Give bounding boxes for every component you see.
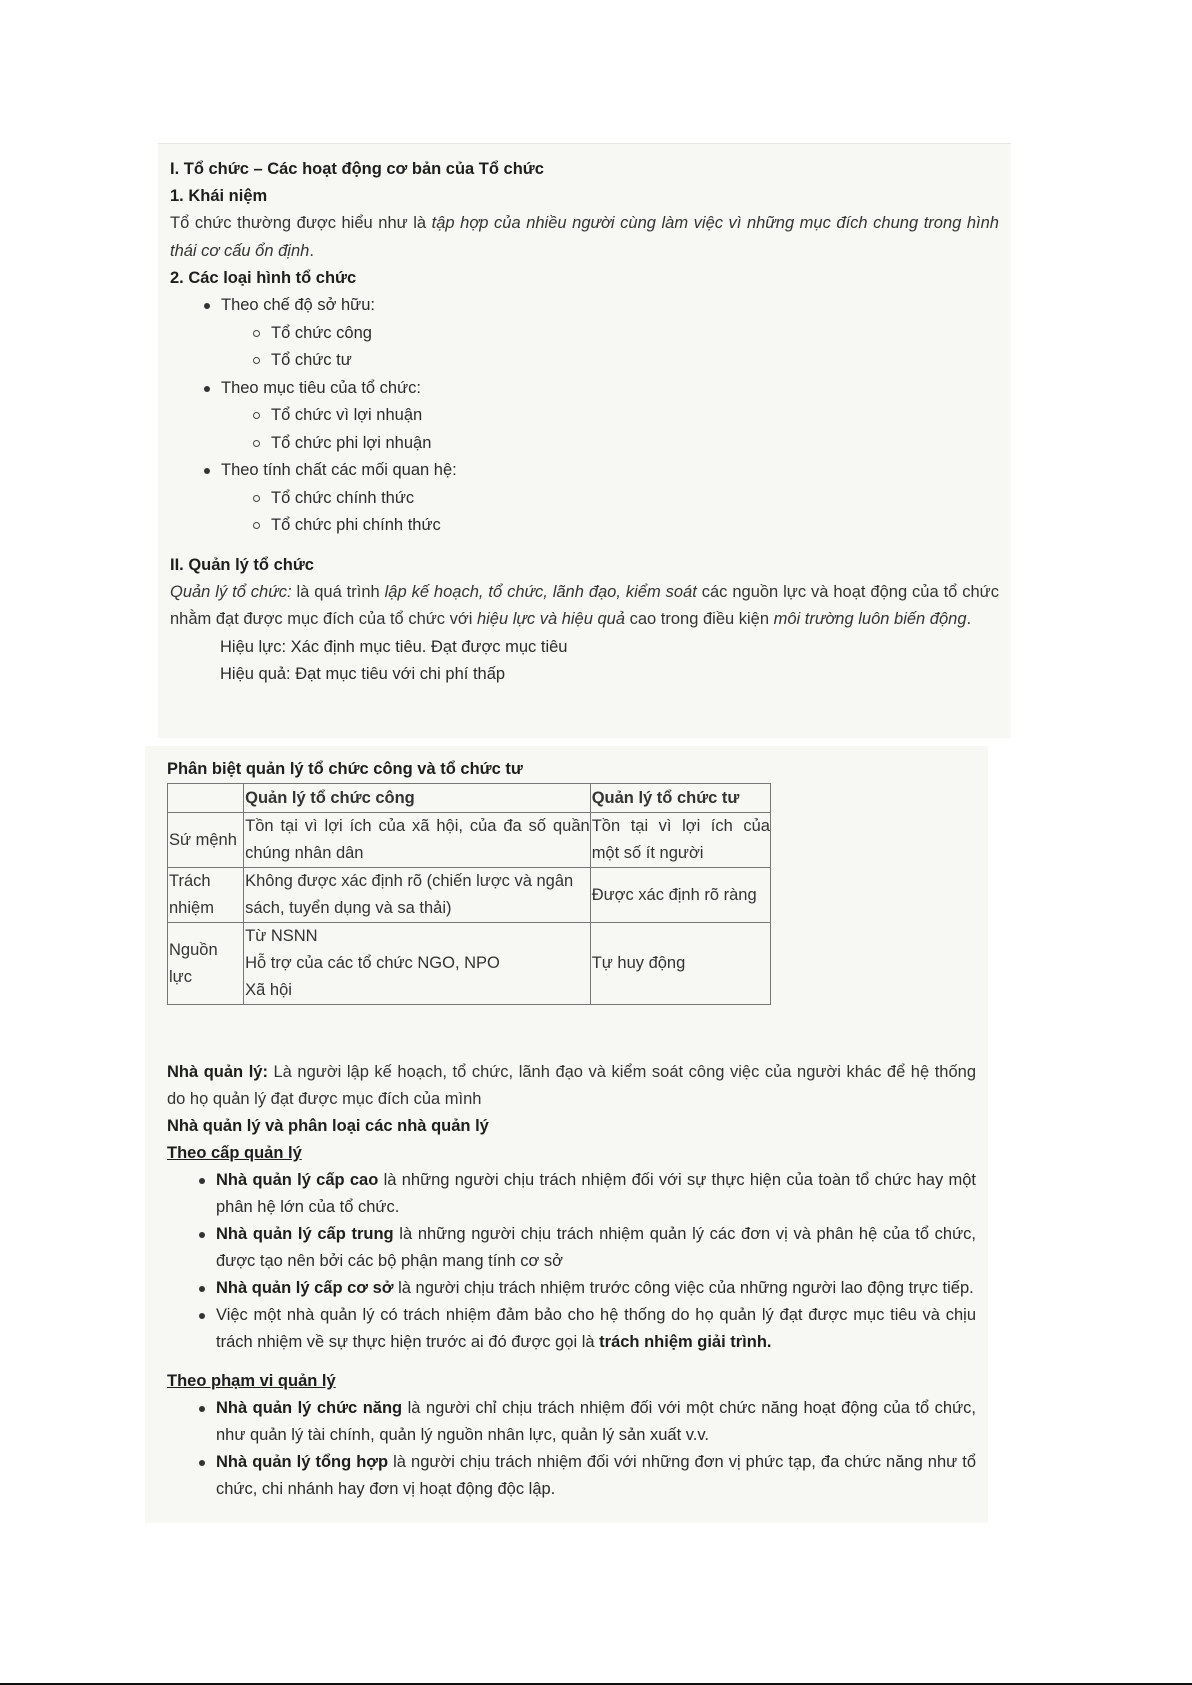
list-item: Tổ chức phi chính thức [253,512,999,540]
concept-heading: 1. Khái niệm [170,187,268,205]
list-item: Nhà quản lý cấp trung là những người chịu trách nhiệm quản lý các đơn vị và phân hệ của tổ chức, được tạo nên bởi các bộ phận mang tính cơ sở [199,1221,976,1275]
compare-table [167,783,771,1005]
table-header: Quản lý tổ chức công [244,784,591,813]
table-cell: Không được xác định rõ (chiến lược và ngân sách, tuyển dụng và sa thải) [244,868,591,923]
list-item: Tổ chức công [253,320,999,348]
concept-text: Tổ chức thường được hiểu như là tập hợp của nhiều người cùng làm việc vì những mục đích chung trong hình thái cơ cấu ổn định. [170,214,999,260]
table-cell: Sứ mệnh [168,813,244,868]
by-level-heading: Theo cấp quản lý [167,1144,302,1162]
table-cell: Từ NSNN Hỗ trợ của các tổ chức NGO, NPO Xã hội [244,923,591,1005]
table-cell: Tự huy động [590,923,770,1005]
classify-heading: Nhà quản lý và phân loại các nhà quản lý [167,1117,489,1135]
table-cell: Nguồn lực [168,923,244,1005]
organization-panel [158,143,1011,738]
by-level-list [167,1167,976,1356]
table-cell: Tồn tại vì lợi ích của một số ít người [590,813,770,868]
types-heading: 2. Các loại hình tổ chức [170,269,357,287]
section1-title: I. Tổ chức – Các hoạt động cơ bản của Tổ chức [170,160,544,178]
effectiveness-line: Hiệu lực: Xác định mục tiêu. Đạt được mục tiêu [220,637,568,656]
table-cell: Tồn tại vì lợi ích của xã hội, của đa số quần chúng nhân dân [244,813,591,868]
efficiency-line: Hiệu quả: Đạt mục tiêu với chi phí thấp [220,665,506,683]
table-row [168,784,771,813]
by-scope-list [167,1395,976,1503]
table-header: Quản lý tổ chức tư [590,784,770,813]
by-scope-heading: Theo phạm vi quản lý [167,1372,336,1390]
table-row [168,923,771,1005]
list-item: Tổ chức chính thức [253,485,999,513]
table-header [168,784,244,813]
table-row [168,868,771,923]
list-item: Nhà quản lý cấp cơ sở là người chịu trách nhiệm trước công việc của những người lao động trực tiếp. [199,1275,976,1302]
manager-definition: Nhà quản lý: Là người lập kế hoạch, tổ chức, lãnh đạo và kiểm soát công việc của người khác để hệ thống do họ quản lý đạt được mục đích của mình [167,1063,976,1108]
table-row [168,813,771,868]
table-cell: Được xác định rõ ràng [590,868,770,923]
list-item: Nhà quản lý tổng hợp là người chịu trách nhiệm đối với những đơn vị phức tạp, đa chức năng như tổ chức, chi nhánh hay đơn vị hoạt động độc lập. [199,1449,976,1503]
list-item: Nhà quản lý chức năng là người chỉ chịu trách nhiệm đối với một chức năng hoạt động của tổ chức, như quản lý tài chính, quản lý nguồn nhân lực, quản lý sản xuất v.v. [199,1395,976,1449]
list-item: Theo mục tiêu của tổ chức: Tổ chức vì lợi nhuận Tổ chức phi lợi nhuận [204,375,999,458]
management-definition: Quản lý tổ chức: là quá trình lập kế hoạch, tổ chức, lãnh đạo, kiểm soát các nguồn lực và hoạt động của tổ chức nhằm đạt được mục đích của tổ chức với hiệu lực và hiệu quả cao trong điều kiện môi trường luôn biến động. [170,582,999,628]
list-item: Tổ chức phi lợi nhuận [253,430,999,458]
table-cell: Trách nhiệm [168,868,244,923]
section2-title: II. Quản lý tổ chức [170,555,314,574]
list-item: Tổ chức vì lợi nhuận [253,402,999,430]
list-item: Nhà quản lý cấp cao là những người chịu trách nhiệm đối với sự thực hiện của toàn tổ chức hay một phân hệ lớn của tổ chức. [199,1167,976,1221]
compare-title: Phân biệt quản lý tổ chức công và tổ chức tư [167,760,523,778]
managers-panel [145,746,988,1523]
list-item: Theo tính chất các mối quan hệ: Tổ chức chính thức Tổ chức phi chính thức [204,457,999,540]
list-item: Theo chế độ sở hữu: Tổ chức công Tổ chức tư [204,292,999,375]
list-item: Tổ chức tư [253,347,999,375]
list-item: Việc một nhà quản lý có trách nhiệm đảm bảo cho hệ thống do họ quản lý đạt được mục tiêu và chịu trách nhiệm về sự thực hiện trước ai đó được gọi là trách nhiệm giải trình. [199,1302,976,1356]
org-types-list [170,292,999,540]
